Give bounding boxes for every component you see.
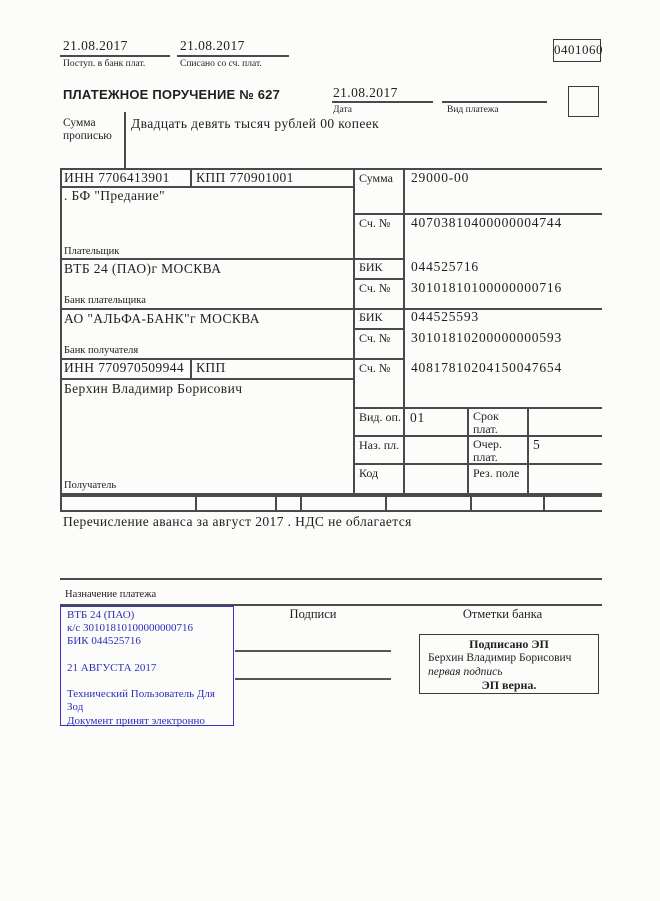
payment-type-label: Вид платежа [447, 105, 499, 115]
bank-stamp [60, 606, 234, 726]
debited-date-underline [177, 55, 289, 57]
payer-inn: ИНН 7706413901 [64, 170, 170, 185]
amount-words-divider [124, 112, 126, 168]
payment-type-underline [442, 101, 547, 103]
table-line [403, 168, 405, 494]
table-line [470, 495, 472, 510]
sum-cell-label: Сумма [359, 171, 393, 185]
table-line [275, 495, 277, 510]
amount-words-label-1: Сумма [63, 117, 96, 129]
date-label: Дата [333, 105, 352, 115]
received-in-bank-date: 21.08.2017 [63, 38, 128, 53]
table-line [195, 495, 197, 510]
signature-role: первая подпись [428, 665, 503, 678]
purpose-code-label: Наз. пл. [359, 438, 400, 452]
debited-date: 21.08.2017 [180, 38, 245, 53]
payee-account-label: Сч. № [359, 361, 391, 375]
payer-bank-account-value: 30101810100000000716 [411, 280, 562, 295]
payee-inn: ИНН 770970509944 [64, 360, 185, 375]
form-code-box [553, 39, 601, 62]
document-title: ПЛАТЕЖНОЕ ПОРУЧЕНИЕ № 627 [63, 87, 281, 102]
received-date-underline [60, 55, 170, 57]
payee-bank-label: Банк получателя [64, 345, 139, 356]
signer-name: Берхин Владимир Борисович [428, 651, 572, 664]
amount-in-words: Двадцать девять тысяч рублей 00 копеек [131, 116, 380, 131]
table-line [353, 278, 404, 280]
signature-line-1 [235, 650, 391, 652]
signature-line-2 [235, 678, 391, 680]
bank-marks-title: Отметки банка [462, 607, 543, 621]
payer-bank-name: ВТБ 24 (ПАО)г МОСКВА [64, 261, 222, 276]
bank-stamp-lines: ВТБ 24 (ПАО) к/с 30101810100000000716 БИК 044525716 21 АВГУСТА 2017 Технический Пользователь Для Зод Документ принят электронно [67, 609, 215, 727]
electronic-signature-box [419, 634, 599, 694]
payer-bank-bik-value: 044525716 [411, 259, 479, 274]
payment-type-checkbox [568, 86, 599, 117]
payee-label: Получатель [64, 480, 117, 491]
pay-order-value: 5 [533, 437, 541, 452]
signatures-title: Подписи [289, 607, 337, 621]
payment-purpose-label: Назначение платежа [65, 589, 157, 600]
payer-account-label: Сч. № [359, 216, 391, 230]
payer-bank-account-label: Сч. № [359, 281, 391, 295]
date-underline [332, 101, 433, 103]
payer-name: . БФ "Предание" [64, 188, 165, 203]
payee-bank-bik-value: 044525593 [411, 309, 479, 324]
table-line [385, 495, 387, 510]
payee-kpp: КПП [196, 360, 226, 375]
table-line [190, 168, 192, 187]
table-line [467, 407, 469, 493]
payee-account-value: 40817810204150047654 [411, 360, 562, 375]
payee-bank-account-value: 30101810200000000593 [411, 330, 562, 345]
table-line [543, 495, 545, 510]
payment-purpose-text: Перечисление аванса за август 2017 . НДС не облагается [63, 514, 412, 529]
payee-bank-name: АО "АЛЬФА-БАНК"г МОСКВА [64, 311, 260, 326]
es-verified-text: ЭП верна. [481, 678, 537, 693]
pay-term-label: Срок плат. [473, 409, 499, 436]
table-line [60, 378, 354, 380]
document-date: 21.08.2017 [333, 85, 398, 100]
payer-bank-label: Банк плательщика [64, 295, 146, 306]
purpose-underline [60, 578, 602, 580]
signed-by-es-title: Подписано ЭП [469, 637, 549, 651]
payer-account-value: 40703810400000004744 [411, 215, 562, 230]
sum-value: 29000-00 [411, 170, 470, 185]
form-code: 0401060 [554, 42, 603, 57]
table-line [353, 168, 355, 494]
op-type-label: Вид. оп. [359, 410, 401, 424]
op-type-value: 01 [410, 410, 426, 425]
table-line [60, 495, 602, 497]
payee-bank-account-label: Сч. № [359, 331, 391, 345]
amount-words-label-2: прописью [63, 130, 112, 142]
pay-order-label: Очер. плат. [473, 437, 503, 464]
reserve-field-label: Рез. поле [473, 466, 520, 480]
table-line [353, 328, 404, 330]
payer-bank-bik-label: БИК [359, 260, 383, 274]
table-line [60, 168, 62, 494]
debited-label: Списано со сч. плат. [180, 59, 262, 69]
table-line [527, 407, 529, 493]
table-line [60, 510, 602, 512]
received-in-bank-label: Поступ. в банк плат. [63, 59, 146, 69]
payer-kpp: КПП 770901001 [196, 170, 294, 185]
payee-bank-bik-label: БИК [359, 310, 383, 324]
table-line [300, 495, 302, 510]
table-line [60, 308, 602, 310]
table-line [60, 495, 62, 510]
code-label: Код [359, 466, 379, 480]
table-line [190, 358, 192, 379]
payee-name: Берхин Владимир Борисович [64, 381, 243, 396]
payer-label: Плательщик [64, 246, 120, 257]
